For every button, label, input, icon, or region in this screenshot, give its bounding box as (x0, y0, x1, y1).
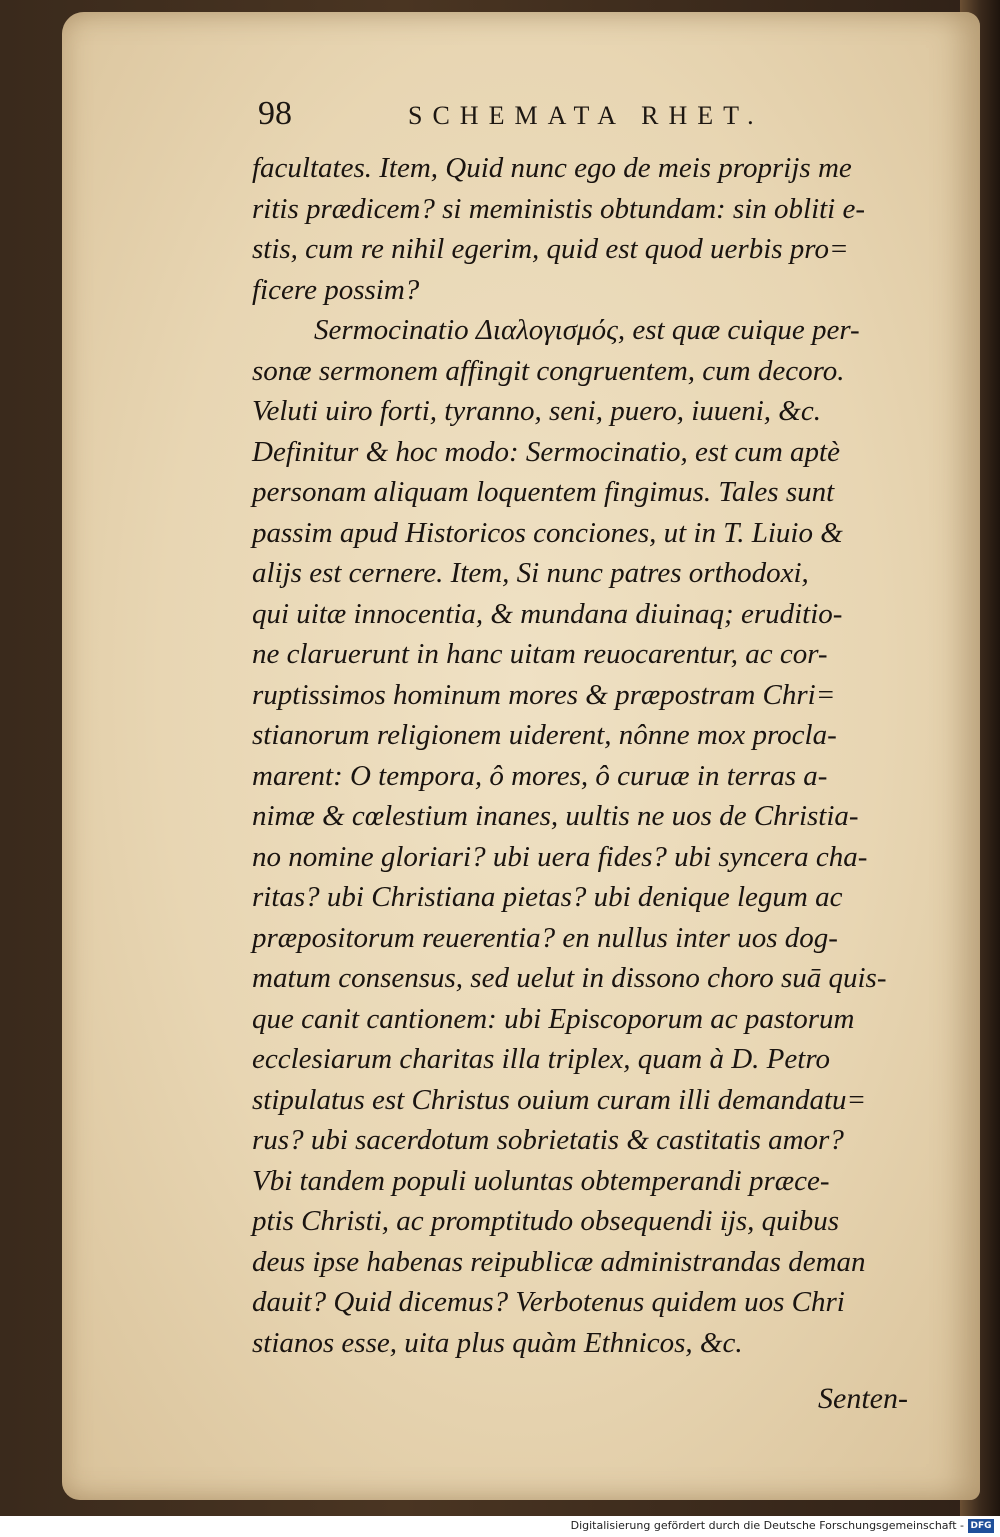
text-line: stianorum religionem uiderent, nônne mox procla- (252, 719, 837, 751)
text-line: passim apud Historicos conciones, ut in T. Liuio & (252, 516, 843, 549)
text-line: ecclesiarum charitas illa triplex, quam à D. Petro (252, 1043, 831, 1075)
text-line: stipulatus est Christus ouium curam illi demandatu= (252, 1083, 867, 1116)
text-line: marent: O tempora, ô mores, ô curuæ in terras a- (252, 759, 828, 792)
text-line: no nomine gloriari? ubi uera fides? ubi syncera cha- (252, 840, 868, 873)
text-line: alijs est cernere. Item, Si nunc patres orthodoxi, (252, 557, 809, 589)
digitization-footer (0, 1516, 1000, 1537)
page-header (258, 92, 898, 136)
page-number: 98 (258, 95, 292, 132)
text-line: ptis Christi, ac promptitudo obsequendi ijs, quibus (252, 1205, 840, 1237)
text-line: ritas? ubi Christiana pietas? ubi denique legum ac (252, 881, 843, 913)
text-line: personam aliquam loquentem fingimus. Tales sunt (252, 476, 835, 508)
text-line: qui uitæ innocentia, & mundana diuinaq; eruditio- (252, 597, 843, 630)
text-line: stis, cum re nihil egerim, quid est quod uerbis pro= (252, 233, 849, 265)
text-block (252, 148, 952, 1363)
text-line: ruptissimos hominum mores & præpostram Chri= (252, 678, 836, 711)
text-line: deus ipse habenas reipublicæ administrandas deman (252, 1245, 866, 1278)
text-line: Vbi tandem populi uoluntas obtemperandi præce- (252, 1164, 830, 1197)
text-line: Sermocinatio Διαλογισμός, est quæ cuique per- (314, 314, 860, 346)
text-line: nimæ & cœlestium inanes, uultis ne uos de Christia- (252, 800, 859, 832)
text-line: facultates. Item, Quid nunc ego de meis proprijs me (252, 152, 852, 184)
text-line: que canit cantionem: ubi Episcoporum ac pastorum (252, 1002, 855, 1035)
text-line: rus? ubi sacerdotum sobrietatis & castitatis amor? (252, 1124, 844, 1156)
text-line: ritis prædicem? si meministis obtundam: sin obliti e- (252, 192, 866, 225)
text-line: ficere possim? (252, 273, 420, 306)
text-line: sonæ sermonem affingit congruentem, cum decoro. (252, 354, 845, 387)
text-line: præpositorum reuerentia? en nullus inter uos dog- (252, 921, 838, 954)
catchword: Senten- (818, 1382, 908, 1415)
text-line: Veluti uiro forti, tyranno, seni, puero, iuueni, &c. (252, 395, 821, 427)
text-line: dauit? Quid dicemus? Verbotenus quidem uos Chri (252, 1286, 845, 1318)
text-line: ne claruerunt in hanc uitam reuocarentur, ac cor- (252, 638, 828, 670)
footer-credit: Digitalisierung gefördert durch die Deutsche Forschungsgemeinschaft - (570, 1519, 964, 1532)
running-head: SCHEMATA RHET. (408, 101, 764, 130)
text-line: stianos esse, uita plus quàm Ethnicos, &c. (252, 1326, 743, 1359)
dfg-logo[interactable]: DFG (968, 1519, 994, 1533)
text-line: matum consensus, sed uelut in dissono choro suā quis- (252, 962, 887, 994)
text-line: Definitur & hoc modo: Sermocinatio, est cum aptè (252, 435, 840, 468)
